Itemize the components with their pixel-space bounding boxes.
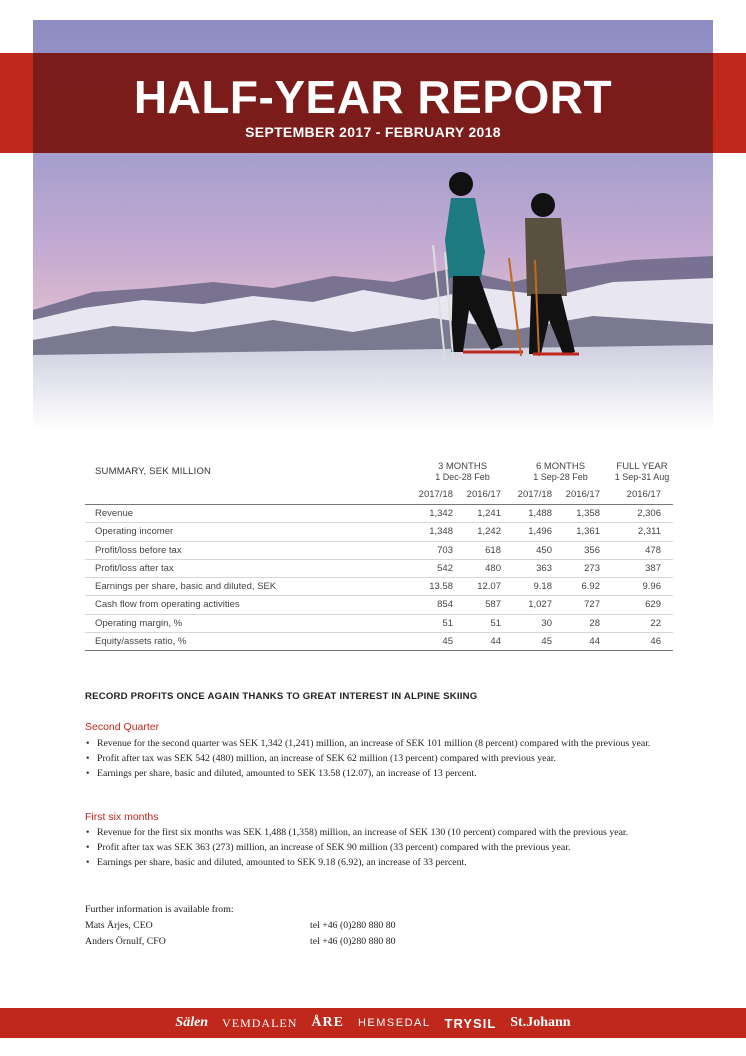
brand-salen-logo: Sälen: [175, 1015, 209, 1030]
year-col: 2017/18: [418, 489, 453, 500]
table-cell: 1,342: [429, 508, 453, 519]
table-cell: 450: [536, 544, 552, 556]
group-period: 1 Dec-28 Feb: [435, 472, 490, 482]
table-cell: 1,488: [528, 508, 552, 519]
table-cell: 478: [645, 544, 661, 556]
list-item: [85, 736, 675, 751]
year-col: 2016/17: [626, 489, 661, 500]
table-row: [85, 505, 673, 523]
year-col: 2016/17: [466, 489, 501, 500]
year-col: 2017/18: [517, 489, 552, 500]
brand-are-logo: ÅRE: [311, 1015, 344, 1030]
brand-stjohann-logo: St.Johann: [510, 1015, 571, 1030]
section-title-second-quarter: Second Quarter: [85, 721, 160, 733]
table-row: [85, 542, 673, 560]
summary-table: [85, 458, 673, 651]
bullet-text: Earnings per share, basic and diluted, amounted to SEK 13.58 (12.07), an increase of 13 percent.: [97, 768, 477, 779]
contact-name: Anders Örnulf, CFO: [85, 936, 166, 947]
group-title: 6 MONTHS: [535, 461, 586, 472]
contact-row: [85, 934, 396, 950]
table-cell: 629: [645, 599, 661, 611]
contact-info: [85, 902, 396, 950]
contact-phone: tel +46 (0)280 880 80: [310, 936, 396, 947]
bullet: •: [86, 768, 90, 779]
bullet-text: Profit after tax was SEK 363 (273) million, an increase of SEK 90 million (33 percent) compared with the previous year.: [97, 842, 571, 853]
year-col: 2016/17: [565, 489, 600, 500]
row-label: Equity/assets ratio, %: [95, 636, 187, 648]
table-cell: 6.92: [581, 581, 600, 593]
group-period: 1 Sep-28 Feb: [533, 472, 588, 482]
bullet-text: Revenue for the first six months was SEK 1,488 (1,358) million, an increase of SEK 130 (10 percent) compared with the previous year.: [97, 827, 629, 838]
list-item: [85, 751, 675, 766]
table-cell: 273: [584, 562, 600, 574]
table-cell: 363: [536, 562, 552, 574]
contact-name: Mats Årjes, CEO: [85, 920, 153, 931]
row-label: Cash flow from operating activities: [95, 599, 240, 611]
table-cell: 46: [650, 636, 661, 648]
table-cell: 44: [490, 636, 501, 648]
bullet-text: Profit after tax was SEK 542 (480) million, an increase of SEK 62 million (13 percent) compared with previous year.: [97, 753, 556, 764]
contact-row: [85, 918, 396, 934]
group-period: 1 Sep-31 Aug: [614, 472, 670, 482]
year-header-row: [85, 486, 673, 505]
second-quarter-bullets: [85, 736, 675, 781]
footer-brand-bar: [0, 1008, 746, 1038]
table-cell: 387: [645, 562, 661, 574]
table-cell: 45: [541, 636, 552, 648]
list-item: [85, 766, 675, 781]
table-cell: 9.96: [642, 581, 661, 593]
table-cell: 1,358: [576, 508, 600, 519]
group-3-months: [415, 461, 510, 483]
first-six-months-bullets: [85, 825, 675, 870]
brand-trysil-logo: TRYSIL: [444, 1015, 497, 1031]
table-cell: 1,027: [528, 599, 552, 611]
row-label: Profit/loss after tax: [95, 562, 174, 574]
table-row: [85, 560, 673, 578]
report-title: HALF-YEAR REPORT: [133, 71, 613, 123]
table-cell: 9.18: [533, 581, 552, 593]
bullet: •: [86, 753, 90, 764]
table-cell: 2,306: [637, 508, 661, 519]
row-label: Profit/loss before tax: [95, 544, 182, 556]
table-row: [85, 633, 673, 651]
row-label: Operating margin, %: [95, 617, 183, 629]
brand-vemdalen-logo: VEMDALEN: [222, 1015, 298, 1030]
summary-header: [85, 458, 673, 486]
list-item: [85, 840, 675, 855]
table-cell: 22: [650, 617, 661, 629]
table-cell: 1,241: [477, 508, 501, 519]
table-cell: 1,348: [429, 526, 453, 538]
contact-intro: Further information is available from:: [85, 904, 234, 915]
table-cell: 1,242: [477, 526, 501, 538]
contact-phone: tel +46 (0)280 880 80: [310, 920, 396, 931]
table-cell: 618: [485, 544, 501, 556]
summary-label: SUMMARY, SEK MILLION: [95, 466, 212, 477]
table-cell: 542: [437, 562, 453, 574]
table-row: [85, 523, 673, 541]
bullet-text: Revenue for the second quarter was SEK 1,342 (1,241) million, an increase of SEK 101 million (8 percent) compared with the previous year.: [97, 738, 651, 749]
group-title: FULL YEAR: [616, 461, 668, 472]
row-label: Revenue: [95, 508, 134, 519]
table-cell: 2,311: [637, 526, 661, 538]
bullet-text: Earnings per share, basic and diluted, amounted to SEK 9.18 (6.92), an increase of 33 percent.: [97, 857, 467, 868]
table-cell: 1,496: [528, 526, 552, 538]
group-full-year: [607, 461, 677, 483]
table-cell: 854: [437, 599, 453, 611]
report-headline: RECORD PROFITS ONCE AGAIN THANKS TO GREAT INTEREST IN ALPINE SKIING: [85, 691, 478, 702]
table-cell: 12.07: [477, 581, 501, 593]
list-item: [85, 855, 675, 870]
bullet: •: [86, 857, 90, 868]
table-cell: 30: [541, 617, 552, 629]
bullet: •: [86, 842, 90, 853]
table-row: [85, 578, 673, 596]
table-cell: 45: [442, 636, 453, 648]
summary-rows: [85, 505, 673, 651]
table-cell: 51: [490, 617, 501, 629]
group-title: 3 MONTHS: [437, 461, 488, 472]
row-label: Earnings per share, basic and diluted, SEK: [95, 581, 277, 593]
table-cell: 703: [437, 544, 453, 556]
table-cell: 1,361: [576, 526, 600, 538]
brand-hemsedal-logo: HEMSEDAL: [357, 1017, 431, 1029]
table-cell: 28: [589, 617, 600, 629]
table-cell: 727: [584, 599, 600, 611]
bullet: •: [86, 738, 90, 749]
section-title-first-six-months: First six months: [85, 811, 159, 823]
table-cell: 587: [485, 599, 501, 611]
report-period: SEPTEMBER 2017 - FEBRUARY 2018: [245, 124, 501, 140]
table-cell: 480: [485, 562, 501, 574]
table-cell: 51: [442, 617, 453, 629]
group-6-months: [513, 461, 608, 483]
row-label: Operating incomer: [95, 526, 174, 538]
table-cell: 44: [589, 636, 600, 648]
table-cell: 356: [584, 544, 600, 556]
table-row: [85, 615, 673, 633]
table-row: [85, 596, 673, 614]
bullet: •: [86, 827, 90, 838]
table-cell: 13.58: [429, 581, 453, 593]
list-item: [85, 825, 675, 840]
